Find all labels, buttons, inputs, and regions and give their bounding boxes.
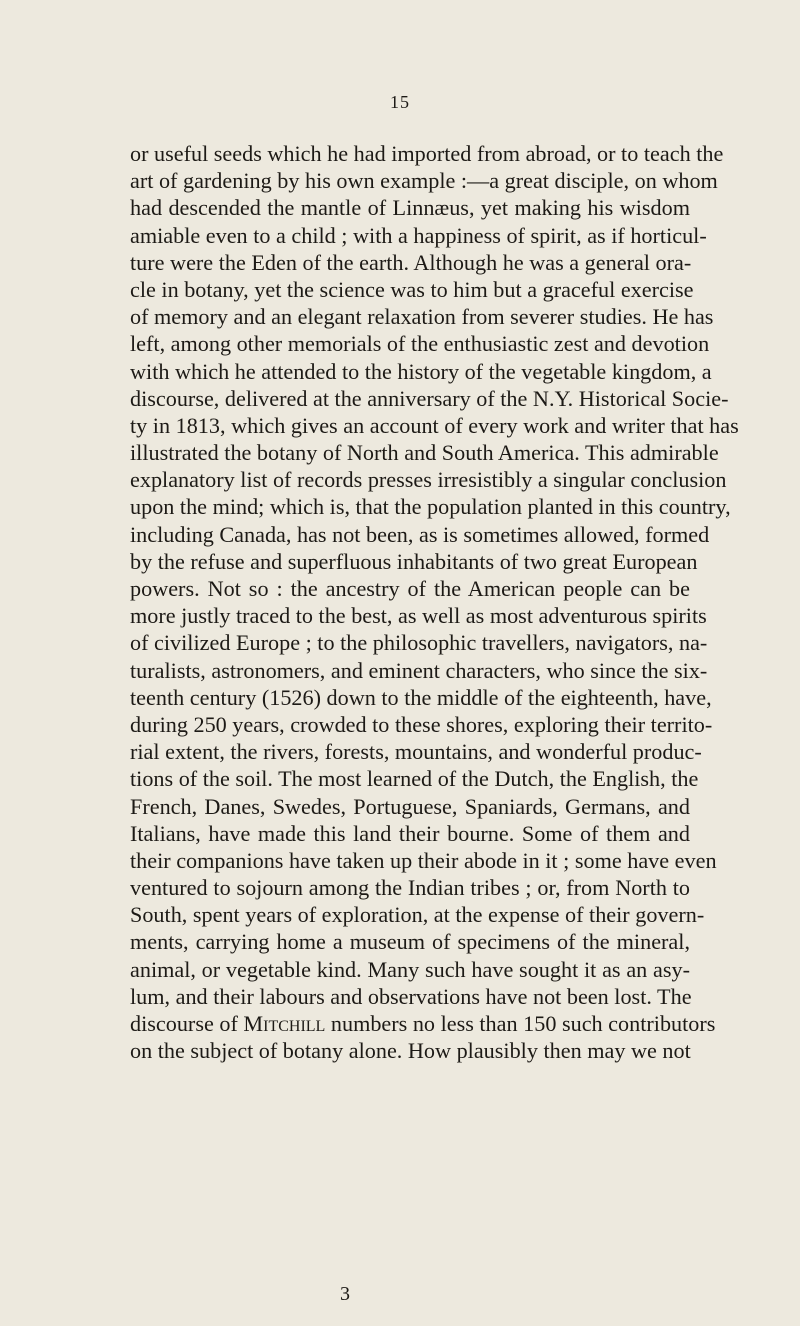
line-text-before: discourse of xyxy=(130,1011,244,1036)
text-line: amiable even to a child ; with a happiness of spirit, as if horticul- xyxy=(130,222,707,248)
text-line: had descended the mantle of Linnæus, yet making his wisdom xyxy=(130,195,690,221)
text-line-mitchill xyxy=(130,1010,716,1037)
text-line: of civilized Europe ; to the philosophic travellers, navigators, na- xyxy=(130,630,708,656)
text-line: left, among other memorials of the enthusiastic zest and devotion xyxy=(130,331,710,357)
text-line: powers. Not so : the ancestry of the American people can be xyxy=(130,576,690,601)
text-line: art of gardening by his own example :—a great disciple, on whom xyxy=(130,168,718,194)
author-name: Mitchill xyxy=(243,1011,326,1036)
text-line: upon the mind; which is, that the population planted in this country, xyxy=(130,494,731,520)
text-line: rial extent, the rivers, forests, mountains, and wonderful produc- xyxy=(130,739,702,765)
text-line: ments, carrying home a museum of specimens of the mineral, xyxy=(130,929,690,955)
text-line: South, spent years of exploration, at the expense of their govern- xyxy=(130,902,705,928)
text-line: French, Danes, Swedes, Portuguese, Spaniards, Germans, and xyxy=(130,793,690,819)
text-line: on the subject of botany alone. How plausibly then may we not xyxy=(130,1038,691,1064)
text-line: illustrated the botany of North and South America. This admirable xyxy=(130,440,719,466)
text-line: discourse, delivered at the anniversary of the N.Y. Historical Socie- xyxy=(130,385,729,411)
text-line: animal, or vegetable kind. Many such have sought it as an asy- xyxy=(130,956,690,982)
text-line: ture were the Eden of the earth. Although he was a general ora- xyxy=(130,249,692,275)
text-line: their companions have taken up their abode in it ; some have even xyxy=(130,847,717,873)
page-number: 15 xyxy=(390,92,410,112)
text-line: of memory and an elegant relaxation from severer studies. He has xyxy=(130,304,714,330)
text-line: including Canada, has not been, as is sometimes allowed, formed xyxy=(130,521,710,547)
line-text-after: numbers no less than 150 such contributors xyxy=(325,1011,716,1036)
text-line: cle in botany, yet the science was to him but a graceful exercise xyxy=(130,276,694,302)
text-line: more justly traced to the best, as well as most adventurous spirits xyxy=(130,603,707,629)
body-text xyxy=(130,140,739,1064)
text-line: Italians, have made this land their bourne. Some of them and xyxy=(130,820,690,846)
signature-mark: 3 xyxy=(340,1283,350,1305)
text-line: during 250 years, crowded to these shores, exploring their territo- xyxy=(130,711,713,737)
text-line: explanatory list of records presses irresistibly a singular conclusion xyxy=(130,467,727,493)
text-line: or useful seeds which he had imported from abroad, or to teach the xyxy=(130,141,724,166)
text-line: ty in 1813, which gives an account of every work and writer that has xyxy=(130,412,739,438)
text-line: by the refuse and superfluous inhabitants of two great European xyxy=(130,548,698,574)
text-line: tions of the soil. The most learned of the Dutch, the English, the xyxy=(130,766,699,792)
text-line: turalists, astronomers, and eminent characters, who since the six- xyxy=(130,657,708,683)
text-line: teenth century (1526) down to the middle of the eighteenth, have, xyxy=(130,684,712,710)
text-line: ventured to sojourn among the Indian tribes ; or, from North to xyxy=(130,875,690,901)
text-line: with which he attended to the history of the vegetable kingdom, a xyxy=(130,358,712,384)
text-line: lum, and their labours and observations have not been lost. The xyxy=(130,983,692,1009)
